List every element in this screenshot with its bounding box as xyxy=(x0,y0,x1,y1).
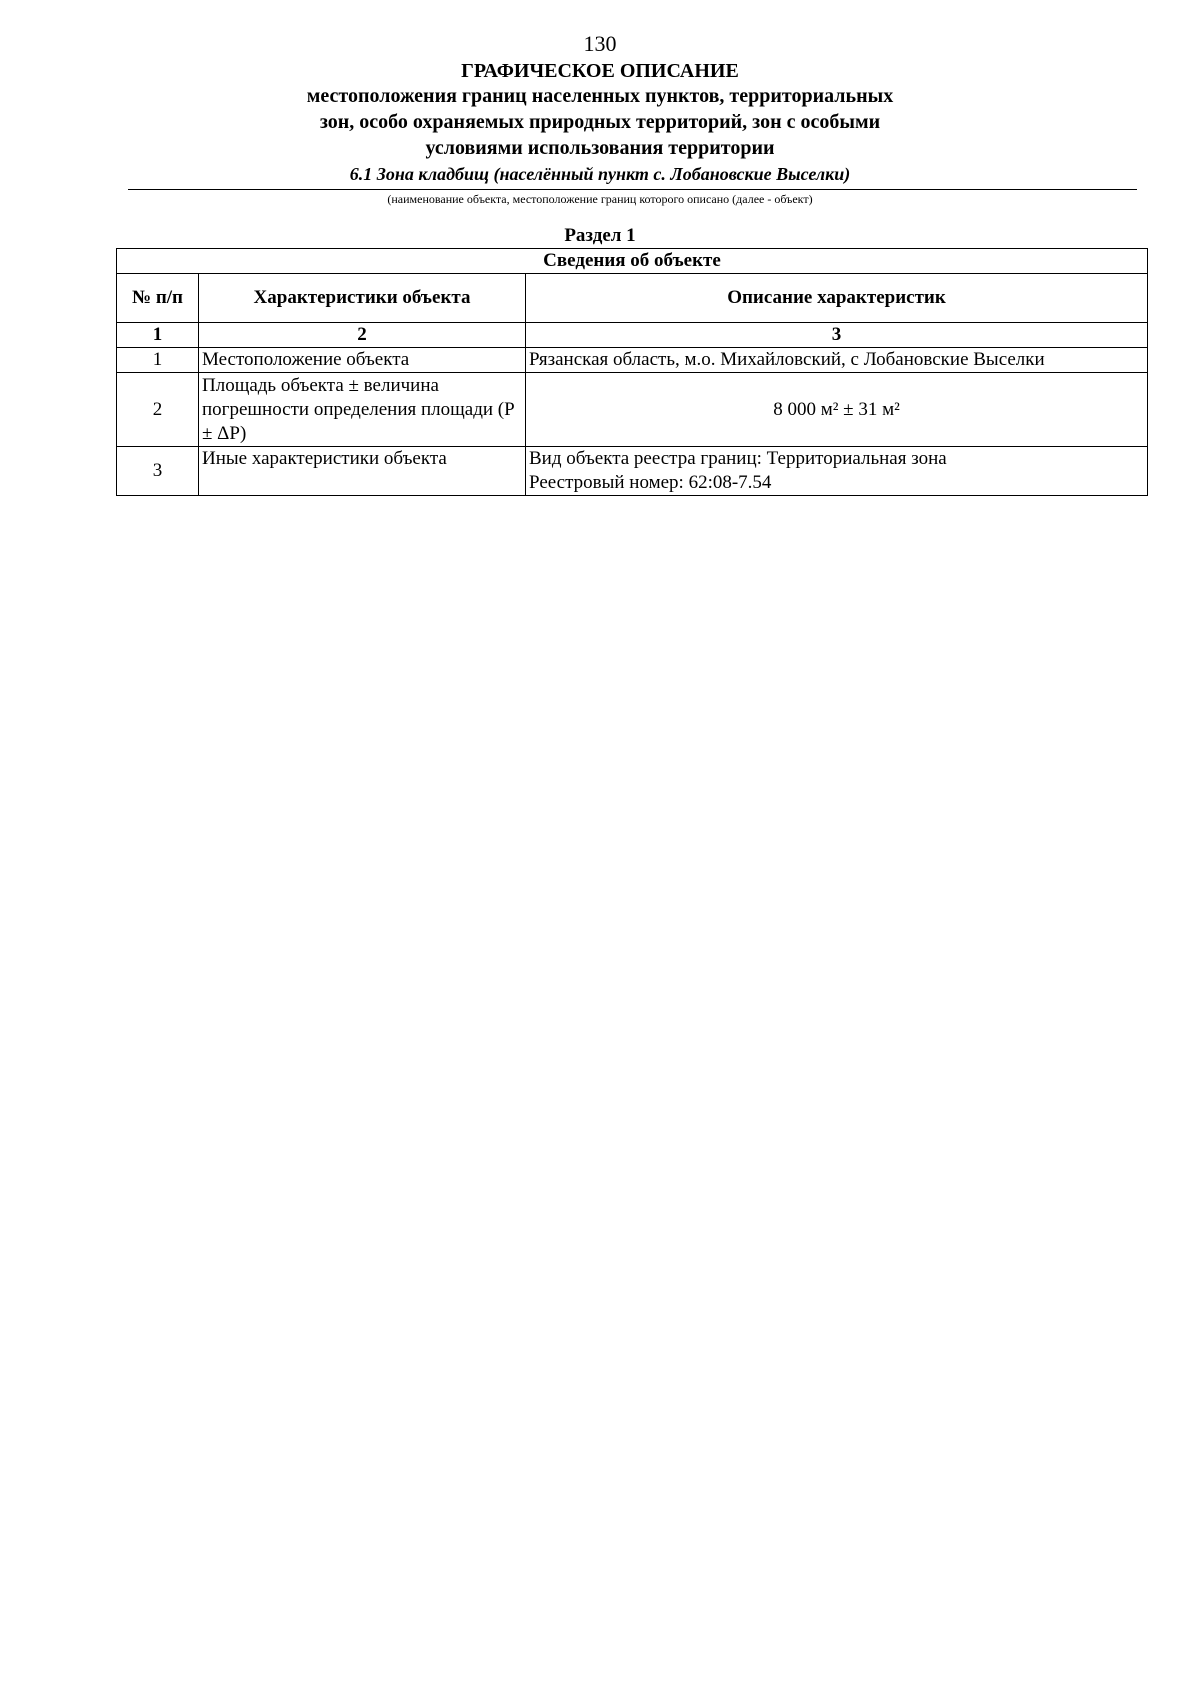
page-number: 130 xyxy=(583,31,617,56)
document-subtitle xyxy=(0,83,1200,161)
subtitle-line: зон, особо охраняемых природных территорий, зон с особыми xyxy=(319,111,881,133)
row-characteristic: Иные характеристики объекта xyxy=(199,447,526,496)
table-row xyxy=(117,373,1148,447)
row-num: 3 xyxy=(117,447,199,496)
row-num: 1 xyxy=(117,348,199,373)
header-description: Описание характеристик xyxy=(526,274,1148,323)
header-characteristic: Характеристики объекта xyxy=(199,274,526,323)
subtitle-line: условиями использования территории xyxy=(425,137,775,159)
section-title: Раздел 1 xyxy=(564,225,636,246)
table-caption: Сведения об объекте xyxy=(117,249,1148,274)
description-line: Вид объекта реестра границ: Территориальная зона xyxy=(529,448,947,469)
table-caption-row xyxy=(117,249,1148,274)
object-name-caption: (наименование объекта, местоположение границ которого описано (далее - объект) xyxy=(387,192,813,206)
object-name: 6.1 Зона кладбищ (населённый пункт с. Лобановские Выселки) xyxy=(349,164,851,184)
document-title: ГРАФИЧЕСКОЕ ОПИСАНИЕ xyxy=(461,60,739,82)
description-line: Реестровый номер: 62:08-7.54 xyxy=(529,472,772,493)
table-row xyxy=(117,348,1148,373)
row-characteristic: Местоположение объекта xyxy=(199,348,526,373)
table-header-row xyxy=(117,274,1148,323)
row-characteristic: Площадь объекта ± величина погрешности определения площади (P ± ΔP) xyxy=(199,373,526,447)
object-name-underline xyxy=(128,189,1137,190)
row-num: 2 xyxy=(117,373,199,447)
column-number: 2 xyxy=(199,323,526,348)
table-row xyxy=(117,447,1148,496)
column-number: 1 xyxy=(117,323,199,348)
subtitle-line: местоположения границ населенных пунктов, территориальных xyxy=(306,85,894,107)
object-info-table xyxy=(116,248,1148,496)
column-number: 3 xyxy=(526,323,1148,348)
column-number-row xyxy=(117,323,1148,348)
row-description xyxy=(526,447,1148,496)
header-num: № п/п xyxy=(117,274,199,323)
row-description: 8 000 м² ± 31 м² xyxy=(526,373,1148,447)
row-description: Рязанская область, м.о. Михайловский, с Лобановские Выселки xyxy=(526,348,1148,373)
